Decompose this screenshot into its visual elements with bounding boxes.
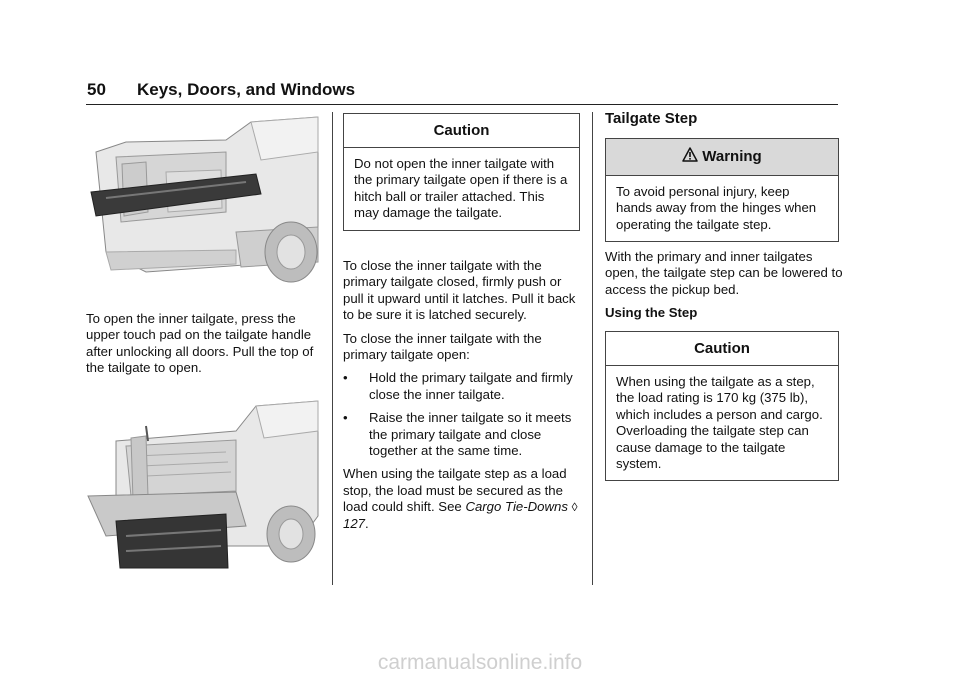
bullet-text: Raise the inner tailgate so it meets the primary tailgate and close together at the same time.: [369, 410, 572, 459]
bullet-text: Hold the primary tailgate and firmly close the inner tailgate.: [369, 370, 573, 402]
load-stop-text: When using the tailgate step as a load stop, the load must be secured as the load could shift. See: [343, 466, 567, 515]
caution-text: When using the tailgate as a step, the load rating is 170 kg (375 lb), which includes a person and cargo. Overloading the tailgate step can cause damage to the tailgate system.: [616, 374, 823, 472]
section-title: Tailgate Step: [605, 110, 698, 127]
column-divider-2: [592, 112, 593, 585]
watermark: carmanualsonline.info: [377, 651, 583, 674]
cargo-tie-downs-link[interactable]: Cargo Tie-Downs: [465, 499, 568, 515]
caution-box-inner-tailgate: [343, 113, 580, 231]
tailgate-step-paragraph: With the primary and inner tailgates open, the tailgate step can be lowered to access the pickup bed.: [605, 249, 843, 297]
load-stop-paragraph: [343, 466, 581, 532]
inner-tailgate-illustration: [86, 112, 322, 290]
caution-heading: Caution: [606, 332, 838, 366]
warning-box: [605, 138, 839, 242]
tailgate-step-text: [605, 249, 843, 329]
page-title: Keys, Doors, and Windows: [137, 80, 356, 99]
bullet-marker: •: [343, 410, 348, 426]
close-open-paragraph: To close the inner tailgate with the primary tailgate open:: [343, 330, 542, 363]
page-reference[interactable]: 127: [343, 515, 366, 531]
caution-box-tailgate-step: [605, 331, 839, 481]
bullet-marker: •: [343, 370, 348, 386]
caution-text: Do not open the inner tailgate with the primary tailgate open if there is a hitch ball or trailer attached. This may damage the tailgate.: [354, 156, 568, 221]
warning-heading: Warning: [702, 147, 762, 165]
close-closed-paragraph: To close the inner tailgate with the primary tailgate closed, firmly push or pull it upward until it latches. Pull it back to be sure it is latched securely.: [343, 258, 576, 323]
column-divider-1: [332, 112, 333, 585]
close-inner-tailgate-text: [343, 258, 581, 539]
bullet-item-1: [343, 370, 581, 403]
bullet-item-2: [343, 410, 581, 459]
page-number: 50: [87, 80, 106, 99]
tailgate-step-illustration: [86, 396, 322, 570]
sentence-end: .: [365, 515, 369, 531]
warning-icon: [682, 147, 698, 167]
caution-heading: Caution: [344, 114, 579, 148]
using-the-step-subheading: Using the Step: [605, 305, 698, 321]
warning-text: To avoid personal injury, keep hands away from the hinges when operating the tailgate step.: [616, 184, 817, 232]
open-inner-tailgate-paragraph: To open the inner tailgate, press the upper touch pad on the tailgate handle after unlocking all doors. Pull the top of the tailgate to open.: [86, 311, 314, 376]
page-ref-icon: ◊: [571, 500, 578, 515]
warning-header: [606, 139, 838, 176]
open-inner-tailgate-text: [86, 311, 324, 384]
header-rule: [86, 104, 838, 105]
